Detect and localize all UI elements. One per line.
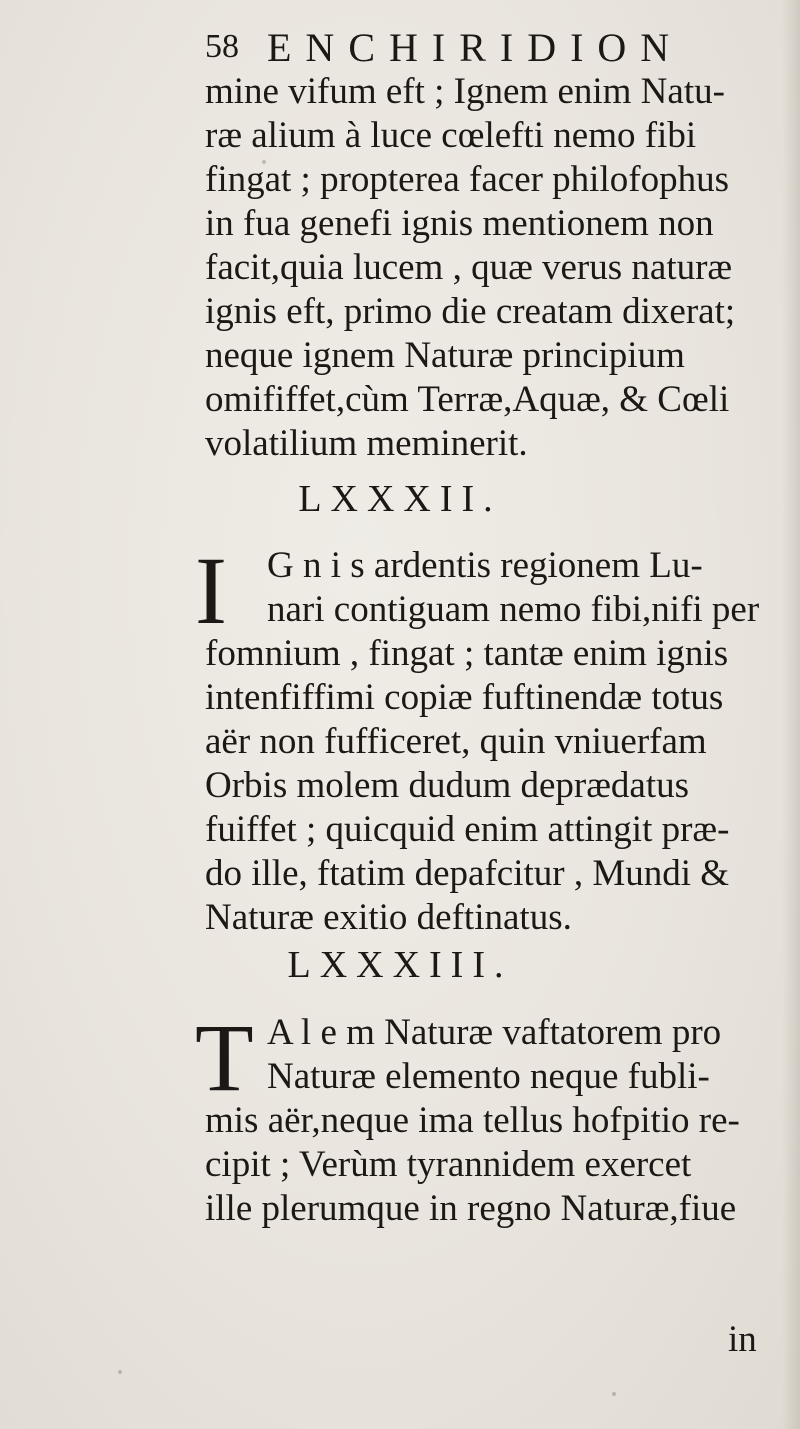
- running-title: ENCHIRIDION: [267, 25, 684, 70]
- section-82-text: [205, 544, 775, 940]
- text-line: fingat ; propterea facer philofophus: [205, 159, 729, 200]
- paper-fleck: [612, 1392, 616, 1396]
- text-line: intenfiffimi copiæ fuftinendæ totus: [205, 677, 724, 718]
- section-83-text: [205, 1011, 775, 1231]
- text-line: fuiffet ; quicquid enim attingit præ-: [205, 809, 730, 850]
- text-line: cipit ; Verùm tyrannidem exercet: [205, 1144, 692, 1185]
- page-number: 58: [205, 28, 239, 65]
- text-line: ræ alium à luce cœlefti nemo fibi: [205, 115, 697, 156]
- drop-cap-initial: T: [195, 1004, 254, 1111]
- text-line: ignis eft, primo die creatam dixerat;: [205, 291, 736, 332]
- text-line: G n i s ardentis regionem Lu-: [267, 545, 703, 586]
- text-line: mis aër,neque ima tellus hofpitio re-: [205, 1100, 740, 1141]
- catchword: in: [728, 1319, 757, 1360]
- section-heading-83: LXXXIII.: [287, 944, 513, 986]
- text-line: nari contiguam nemo fibi,nifi per: [267, 589, 760, 630]
- page-edge-shadow: [782, 0, 800, 1429]
- paper-fleck: [118, 1370, 122, 1374]
- drop-cap-initial: I: [195, 537, 227, 644]
- text-line: do ille, ftatim depafcitur , Mundi &: [205, 853, 730, 894]
- text-line: neque ignem Naturæ principium: [205, 335, 685, 376]
- text-line: ille plerumque in regno Naturæ,fiue: [205, 1188, 737, 1229]
- text-line: volatilium meminerit.: [205, 423, 528, 464]
- text-line: A l e m Naturæ vaftatorem pro: [267, 1012, 722, 1053]
- text-line: Naturæ elemento neque fubli-: [267, 1056, 710, 1097]
- running-head: [205, 22, 765, 72]
- section-heading-82: LXXXII.: [298, 478, 502, 520]
- text-line: omififfet,cùm Terræ,Aquæ, & Cœli: [205, 379, 730, 420]
- text-line: fomnium , fingat ; tantæ enim ignis: [205, 633, 729, 674]
- text-line: mine vifum eft ; Ignem enim Natu-: [205, 71, 725, 112]
- text-line: Orbis molem dudum deprædatus: [205, 765, 690, 806]
- text-line: aër non fufficeret, quin vniuerfam: [205, 721, 707, 762]
- text-line: in fua genefi ignis mentionem non: [205, 203, 714, 244]
- text-line: facit,quia lucem , quæ verus naturæ: [205, 247, 733, 288]
- text-line: Naturæ exitio deftinatus.: [205, 897, 572, 938]
- paragraph-continued: [205, 70, 775, 466]
